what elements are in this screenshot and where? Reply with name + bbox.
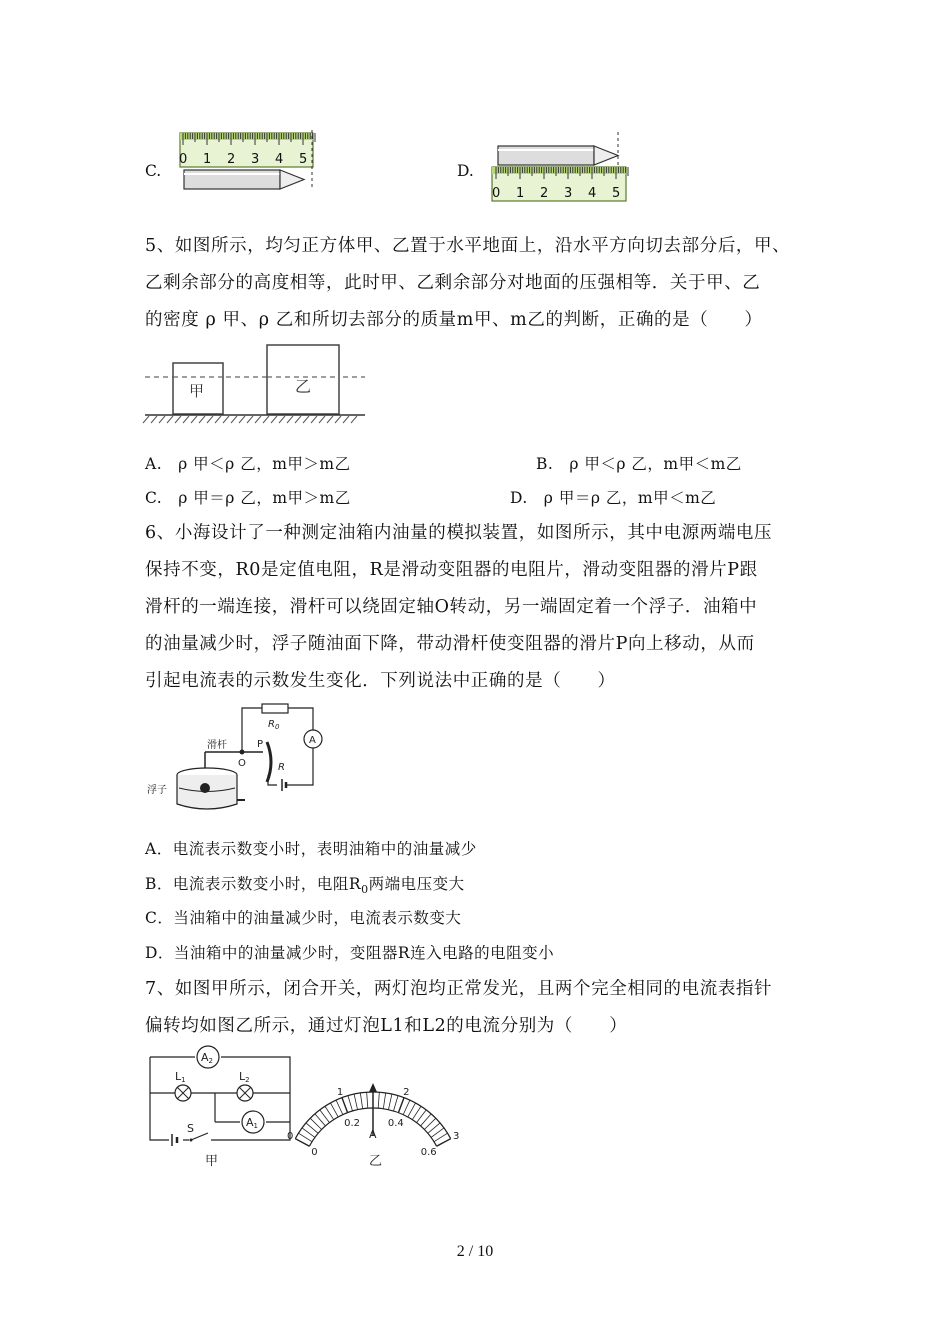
dial-inner-tick-label: 0.2 [344,1117,361,1129]
ruler-tick-label: 1 [516,186,525,201]
svg-text:L2: L2 [239,1070,250,1084]
svg-text:乙: 乙 [369,1154,383,1169]
ruler-tick-label: 0 [179,152,188,167]
q5-line-2: 乙剩余部分的高度相等，此时甲、乙剩余部分对地面的压强相等．关于甲、乙 [145,273,761,293]
ruler-tick-label: 5 [299,152,308,167]
svg-text:甲: 甲 [205,1154,219,1169]
q6-line-3: 滑杆的一端连接，滑杆可以绕固定轴O转动，另一端固定着一个浮子．油箱中 [145,597,758,617]
q7-circuit-figure-jia [145,1045,295,1170]
ruler-tick-label: 4 [275,152,284,167]
q5-line-1: 5、如图所示，均匀正方体甲、乙置于水平地面上，沿水平方向切去部分后，甲、 [145,236,791,256]
q6-line-2: 保持不变，R0是定值电阻，R是滑动变阻器的电阻片，滑动变阻器的滑片P跟 [145,560,758,580]
svg-text:A1: A1 [246,1116,258,1130]
dial-outer-tick-label: 0 [287,1130,294,1142]
svg-text:S: S [187,1122,194,1135]
svg-text:O: O [238,758,246,769]
q5-option-b: B. ρ 甲＜ρ 乙，m甲＜m乙 [536,455,742,473]
svg-text:A: A [309,735,316,746]
ruler-tick-label: 2 [540,186,549,201]
svg-text:滑杆: 滑杆 [207,740,227,751]
q7-ammeter-dial-yi [285,1050,460,1175]
block-yi-label: 乙 [295,377,312,396]
q7-line-1: 7、如图甲所示，闭合开关，两灯泡均正常发光，且两个完全相同的电流表指针 [145,979,773,999]
svg-text:A: A [369,1128,377,1141]
dial-outer-tick-label: 1 [336,1087,344,1099]
q6-line-5: 引起电流表的示数发生变化．下列说法中正确的是（ ） [145,671,616,691]
q5-line-3: 的密度 ρ 甲、ρ 乙和所切去部分的质量m甲、m乙的判断，正确的是（ ） [145,310,763,330]
ruler-tick-label: 0 [492,186,501,201]
q6-option-d: D．当油箱中的油量减少时，变阻器R连入电路的电阻变小 [145,944,555,962]
option-c-label: C. [145,162,162,180]
ruler-tick-label: 2 [227,152,236,167]
block-jia-label: 甲 [189,382,205,400]
q5-option-c: C. ρ 甲＝ρ 乙，m甲＞m乙 [145,489,351,507]
ruler-figure-c [176,130,321,192]
svg-text:P: P [257,739,264,750]
ruler-tick-label: 5 [612,186,621,201]
dial-outer-tick-label: 3 [452,1130,460,1142]
dial-inner-tick-label: 0 [311,1146,318,1158]
dial-outer-tick-label: 2 [403,1087,410,1099]
svg-text:R: R [278,762,285,773]
q5-option-d: D. ρ 甲＝ρ 乙，m甲＜m乙 [510,489,717,507]
q6-oil-gauge-figure [145,700,335,818]
ruler-tick-label: 3 [564,186,573,201]
ruler-tick-label: 4 [588,186,597,201]
page-number: 2 / 10 [456,1243,494,1260]
q6-option-a: A．电流表示数变小时，表明油箱中的油量减少 [145,840,477,858]
q6-option-b: B．电流表示数变小时，电阻$R_0$两端电压变大 [145,875,465,897]
dial-inner-tick-label: 0.4 [387,1117,404,1129]
option-d-label: D. [457,162,474,180]
ruler-figure-d [490,130,635,205]
q5-blocks-figure [145,340,370,425]
svg-text:R0: $R_0$ [268,719,280,731]
q5-option-a: A. ρ 甲＜ρ 乙，m甲＞m乙 [145,455,351,473]
ruler-tick-label: 1 [203,152,212,167]
svg-text:浮子: 浮子 [147,785,167,796]
q6-option-c: C．当油箱中的油量减少时，电流表示数变大 [145,909,462,927]
svg-text:L1: L1 [175,1070,186,1084]
q6-line-4: 的油量减少时，浮子随油面下降，带动滑杆使变阻器的滑片P向上移动，从而 [145,634,755,654]
ruler-tick-label: 3 [251,152,260,167]
q7-line-2: 偏转均如图乙所示，通过灯泡L1和L2的电流分别为（ ） [145,1016,628,1036]
svg-text:A2: A2 [201,1051,213,1065]
dial-inner-tick-label: 0.6 [420,1146,437,1158]
q6-line-1: 6、小海设计了一种测定油箱内油量的模拟装置，如图所示，其中电源两端电压 [145,523,773,543]
